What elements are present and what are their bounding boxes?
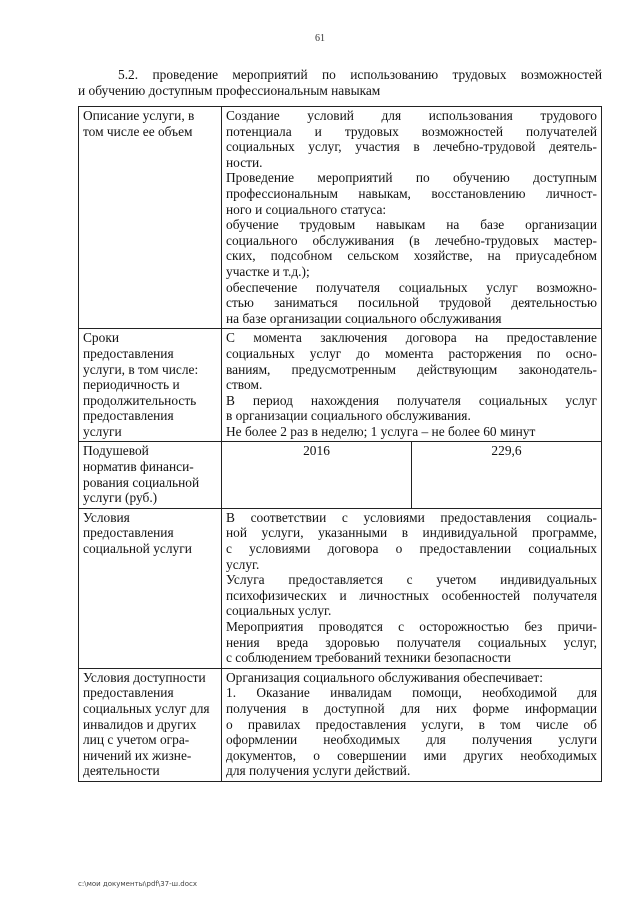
description-line: социальных услуг, участия в лечебно-трудовой деятель- (226, 139, 597, 155)
file-path-footer: c:\мои документы\pdf\37-ш.docx (78, 880, 198, 888)
description-line: потенциала и трудовых возможностей получателей (226, 123, 597, 139)
description-line: услуг. (226, 556, 260, 572)
label-line: ничений их жизне- (83, 747, 192, 763)
description-line: социального обслуживания (в лечебно-трудовых мастер- (226, 232, 597, 248)
description-paragraph (226, 108, 597, 170)
description-line: обучение трудовым навыкам на базе организации (226, 217, 597, 233)
description-paragraph (226, 510, 597, 572)
description-line: Проведение мероприятий по обучению доступным (226, 170, 597, 186)
description-line: С момента заключения договора на предоставление (226, 330, 597, 346)
label-line: норматив финанси- (83, 459, 194, 475)
label-line: инвалидов и других (83, 716, 197, 732)
description-line: социальных услуг. (226, 603, 332, 619)
label-line: услуги (83, 423, 122, 439)
label-cell (79, 329, 222, 442)
label-line: социальных услуг для (83, 700, 210, 716)
year-cell: 2016 (222, 442, 412, 508)
description-line: психофизических и личностных особенностей получателя (226, 587, 597, 603)
description-paragraph (226, 670, 597, 686)
description-line: ских, подсобном сельском хозяйстве, на приусадебном (226, 248, 597, 264)
description-line: профессиональным навыкам, восстановлению личност- (226, 185, 597, 201)
label-line: Описание услуги, в (83, 108, 195, 123)
description-line: Создание условий для использования трудового (226, 108, 597, 123)
description-paragraph (226, 393, 597, 424)
label-line: услуги (руб.) (83, 490, 158, 506)
label-line: социальной услуги (83, 541, 192, 557)
section-heading-line: 5.2. проведение мероприятий по использованию трудовых возможностей (118, 67, 602, 82)
description-line: Мероприятия проводятся с осторожностью без причи- (226, 619, 597, 634)
description-line: для получения услуги действий. (226, 763, 411, 779)
description-paragraph (226, 170, 597, 217)
description-line: с соблюдением требований техники безопасности (226, 650, 511, 666)
label-line: лиц с учетом огра- (83, 732, 190, 748)
label-line: Условия (83, 509, 130, 525)
row-terms (79, 329, 602, 442)
label-line: Условия доступности (83, 669, 206, 685)
label-cell (79, 107, 222, 329)
description-line: на базе организации социального обслуживания (226, 310, 502, 326)
description-cell (222, 508, 602, 668)
description-line: в организации социального обслуживания. (226, 408, 471, 424)
description-line: В период нахождения получателя социальных услуг (226, 392, 597, 408)
label-line: Сроки (83, 330, 119, 346)
label-line: том числе ее объем (83, 123, 193, 139)
description-line: социальных услуг до момента расторжения по осно- (226, 345, 597, 361)
description-line: с условиями договора о предоставлении социальных (226, 541, 597, 557)
label-line: предоставления (83, 685, 174, 701)
row-accessibility (79, 668, 602, 781)
label-cell (79, 442, 222, 508)
section-heading (78, 67, 602, 98)
label-cell (79, 508, 222, 668)
row-conditions (79, 508, 602, 668)
description-line: ваниям, предусмотренным действующим законодатель- (226, 361, 597, 377)
description-cell (222, 107, 602, 329)
description-line: нения вреда здоровью получателя социальных услуг, (226, 634, 597, 650)
row-description (79, 107, 602, 329)
description-line: получения в доступной для них форме информации (226, 700, 597, 716)
label-line: деятельности (83, 763, 160, 779)
description-line: участке и т.д.); (226, 263, 310, 279)
description-line: документов, о совершении ими других необходимых (226, 747, 597, 763)
description-paragraph (226, 424, 597, 440)
description-paragraph (226, 280, 597, 327)
service-table (78, 106, 602, 782)
description-line: ством. (226, 377, 263, 393)
description-line: В соответствии с условиями предоставления социаль- (226, 509, 597, 525)
label-line: услуги, в том числе: (83, 361, 199, 377)
description-paragraph (226, 330, 597, 392)
label-line: предоставления (83, 408, 174, 424)
label-cell (79, 668, 222, 781)
description-paragraph (226, 619, 597, 666)
description-line: Услуга предоставляется с учетом индивидуальных (226, 572, 597, 588)
description-paragraph (226, 572, 597, 619)
amount-cell: 229,6 (412, 442, 602, 508)
description-line: ной услуги, указанными в индивидуальной программе, (226, 525, 597, 541)
description-paragraph (226, 685, 597, 779)
description-paragraph (226, 217, 597, 279)
label-line: рования социальной (83, 474, 200, 490)
description-line: 1. Оказание инвалидам помощи, необходимой для (226, 685, 597, 701)
description-cell (222, 668, 602, 781)
description-cell (222, 329, 602, 442)
description-line: ного и социального статуса: (226, 201, 387, 217)
page-number: 61 (315, 33, 325, 44)
label-line: Подушевой (83, 443, 149, 459)
label-line: предоставления (83, 525, 174, 541)
section-heading-line: и обучению доступным профессиональным навыкам (78, 82, 381, 98)
description-line: оформлении необходимых для получения услуги (226, 732, 597, 748)
description-line: о правилах предоставления услуги, в том числе об (226, 716, 597, 732)
description-line: Организация социального обслуживания обеспечивает: (226, 669, 543, 685)
row-normative (79, 442, 602, 508)
description-line: обеспечение получателя социальных услуг возможно- (226, 279, 597, 295)
description-line: Не более 2 раз в неделю; 1 услуга – не более 60 минут (226, 423, 536, 439)
label-line: периодичность и (83, 377, 180, 393)
label-line: продолжительность (83, 392, 197, 408)
description-line: ности. (226, 154, 263, 170)
label-line: предоставления (83, 345, 174, 361)
description-line: стью заниматься посильной трудовой деятельностью (226, 295, 597, 311)
